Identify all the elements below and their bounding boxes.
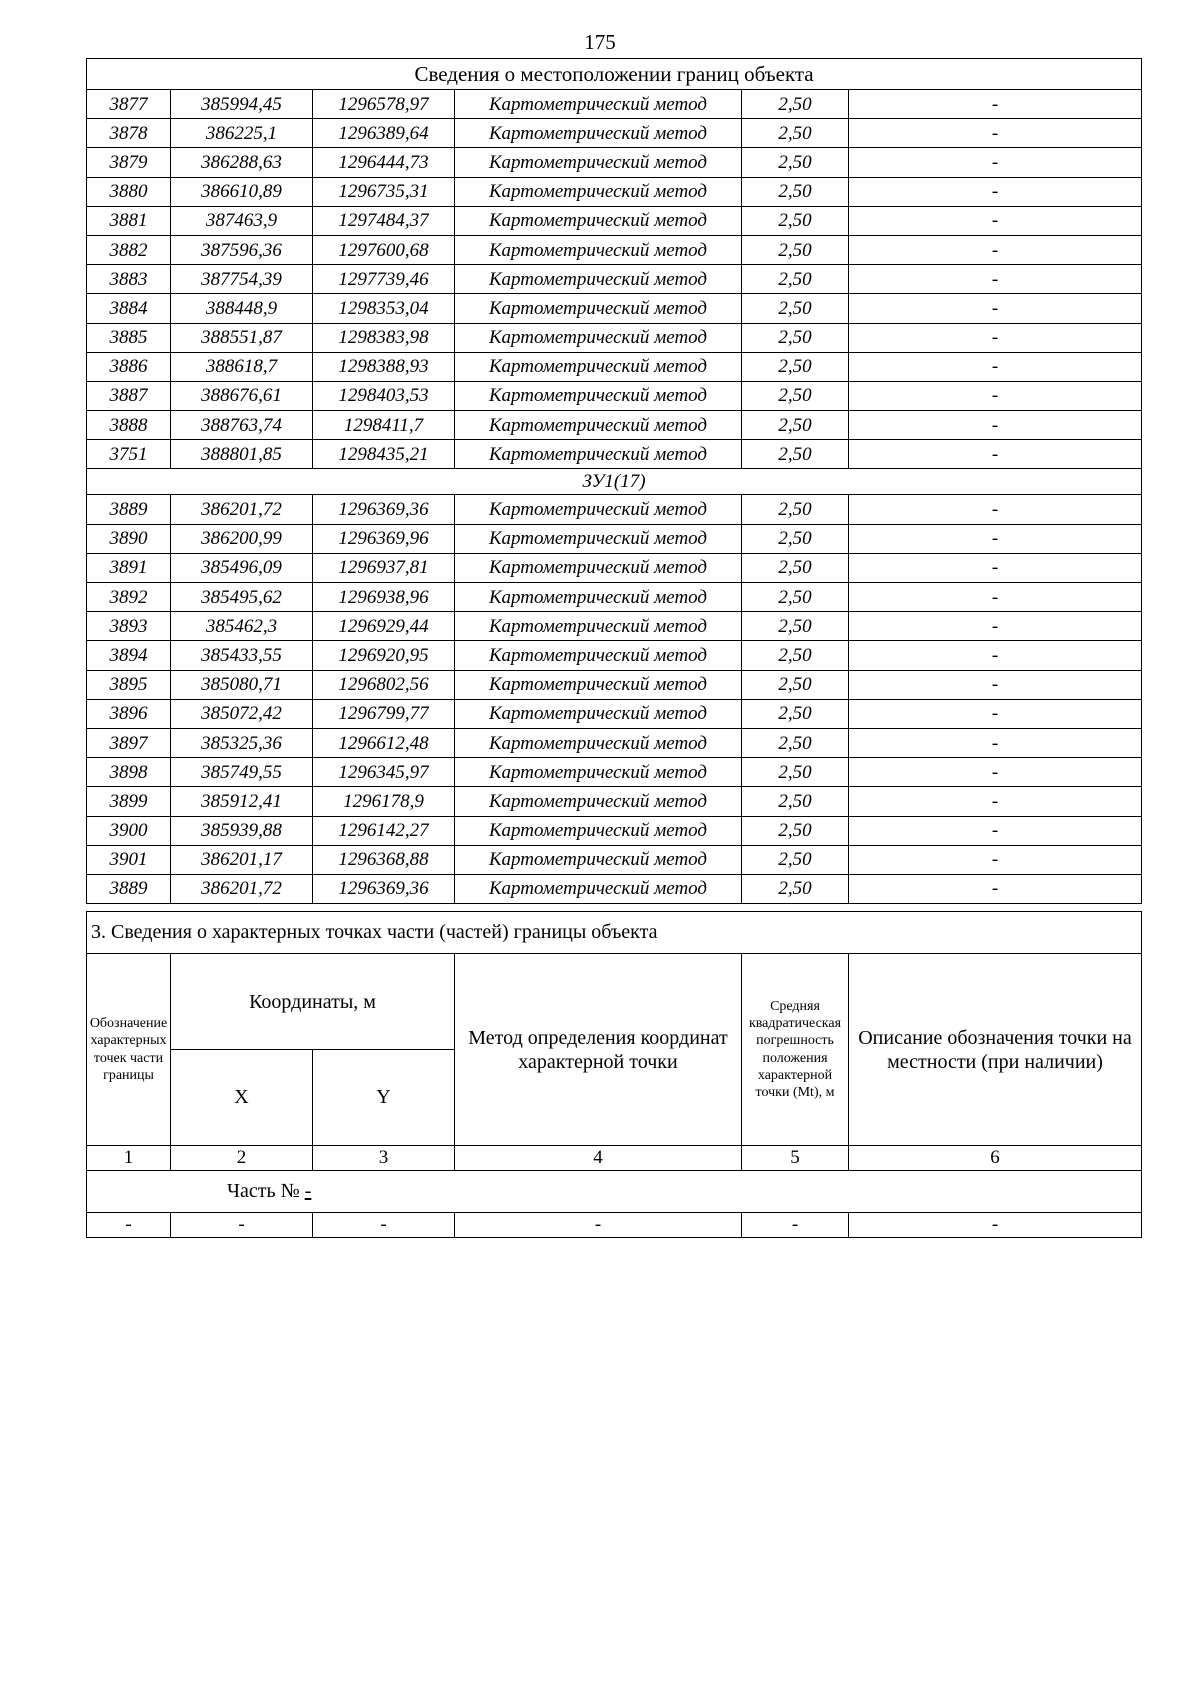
coord-y-cell: 1296368,88	[313, 845, 455, 874]
coord-y-cell: 1296799,77	[313, 699, 455, 728]
method-cell: Картометрический метод	[455, 874, 742, 903]
column-number: 5	[742, 1146, 849, 1171]
method-cell: Картометрический метод	[455, 583, 742, 612]
accuracy-cell: 2,50	[742, 553, 849, 582]
description-cell: -	[849, 381, 1142, 410]
method-cell: Картометрический метод	[455, 845, 742, 874]
table-row	[87, 323, 1142, 352]
coord-y-cell: 1298411,7	[313, 411, 455, 440]
accuracy-cell: 2,50	[742, 641, 849, 670]
accuracy-cell: 2,50	[742, 874, 849, 903]
table-row	[87, 641, 1142, 670]
table-row	[87, 524, 1142, 553]
description-cell: -	[849, 411, 1142, 440]
table-row	[87, 583, 1142, 612]
method-cell: Картометрический метод	[455, 728, 742, 757]
coord-x-cell: 385433,55	[171, 641, 313, 670]
description-cell: -	[849, 612, 1142, 641]
method-cell: Картометрический метод	[455, 758, 742, 787]
point-id-cell: 3897	[87, 728, 171, 757]
point-id-cell: 3883	[87, 265, 171, 294]
point-id-cell: 3894	[87, 641, 171, 670]
coord-x-cell: 385325,36	[171, 728, 313, 757]
accuracy-cell: 2,50	[742, 583, 849, 612]
empty-cell: -	[87, 1213, 171, 1238]
coord-y-cell: 1296389,64	[313, 119, 455, 148]
table-row	[87, 728, 1142, 757]
column-number: 1	[87, 1146, 171, 1171]
coord-y-cell: 1296735,31	[313, 177, 455, 206]
method-cell: Картометрический метод	[455, 440, 742, 469]
column-number: 2	[171, 1146, 313, 1171]
table-row	[87, 90, 1142, 119]
accuracy-cell: 2,50	[742, 235, 849, 264]
header-point-designation: Обозначение характерных точек части границы	[87, 954, 171, 1146]
empty-cell: -	[455, 1213, 742, 1238]
description-cell: -	[849, 728, 1142, 757]
coord-y-cell: 1296444,73	[313, 148, 455, 177]
header-method: Метод определения координат характерной точки	[455, 954, 742, 1146]
coord-x-cell: 388676,61	[171, 381, 313, 410]
accuracy-cell: 2,50	[742, 177, 849, 206]
accuracy-cell: 2,50	[742, 495, 849, 524]
section-title: 3. Сведения о характерных точках части (частей) границы объекта	[87, 912, 1142, 954]
method-cell: Картометрический метод	[455, 670, 742, 699]
coord-x-cell: 385912,41	[171, 787, 313, 816]
coord-x-cell: 385462,3	[171, 612, 313, 641]
coord-x-cell: 387754,39	[171, 265, 313, 294]
table-row	[87, 670, 1142, 699]
table-row	[87, 381, 1142, 410]
description-cell: -	[849, 90, 1142, 119]
method-cell: Картометрический метод	[455, 294, 742, 323]
description-cell: -	[849, 495, 1142, 524]
coord-x-cell: 386200,99	[171, 524, 313, 553]
coord-y-cell: 1298353,04	[313, 294, 455, 323]
method-cell: Картометрический метод	[455, 641, 742, 670]
description-cell: -	[849, 148, 1142, 177]
accuracy-cell: 2,50	[742, 699, 849, 728]
empty-cell: -	[171, 1213, 313, 1238]
coord-y-cell: 1296142,27	[313, 816, 455, 845]
description-cell: -	[849, 670, 1142, 699]
accuracy-cell: 2,50	[742, 612, 849, 641]
table-row	[87, 612, 1142, 641]
point-id-cell: 3887	[87, 381, 171, 410]
point-id-cell: 3896	[87, 699, 171, 728]
accuracy-cell: 2,50	[742, 90, 849, 119]
accuracy-cell: 2,50	[742, 119, 849, 148]
coord-y-cell: 1296578,97	[313, 90, 455, 119]
table-row	[87, 874, 1142, 903]
coord-y-cell: 1298383,98	[313, 323, 455, 352]
table-title: Сведения о местоположении границ объекта	[87, 59, 1142, 90]
point-id-cell: 3877	[87, 90, 171, 119]
coord-x-cell: 385939,88	[171, 816, 313, 845]
section-title-row	[87, 912, 1142, 954]
coord-x-cell: 385080,71	[171, 670, 313, 699]
point-id-cell: 3889	[87, 495, 171, 524]
coord-x-cell: 388763,74	[171, 411, 313, 440]
part-points-table	[86, 911, 1142, 1238]
header-accuracy: Средняя квадратическая погрешность положения характерной точки (Mt), м	[742, 954, 849, 1146]
description-cell: -	[849, 758, 1142, 787]
header-coordinates: Координаты, м	[171, 954, 455, 1050]
method-cell: Картометрический метод	[455, 352, 742, 381]
coord-x-cell: 386288,63	[171, 148, 313, 177]
table-row	[87, 235, 1142, 264]
coord-y-cell: 1296938,96	[313, 583, 455, 612]
coord-y-cell: 1296369,36	[313, 874, 455, 903]
point-id-cell: 3889	[87, 874, 171, 903]
description-cell: -	[849, 119, 1142, 148]
description-cell: -	[849, 323, 1142, 352]
coord-y-cell: 1296369,96	[313, 524, 455, 553]
table-row	[87, 440, 1142, 469]
part-value: -	[304, 1180, 312, 1202]
table-row	[87, 294, 1142, 323]
coord-y-cell: 1296937,81	[313, 553, 455, 582]
point-id-cell: 3895	[87, 670, 171, 699]
description-cell: -	[849, 874, 1142, 903]
point-id-cell: 3890	[87, 524, 171, 553]
point-id-cell: 3886	[87, 352, 171, 381]
accuracy-cell: 2,50	[742, 524, 849, 553]
method-cell: Картометрический метод	[455, 265, 742, 294]
point-id-cell: 3888	[87, 411, 171, 440]
table-row	[87, 699, 1142, 728]
coord-x-cell: 388551,87	[171, 323, 313, 352]
empty-cell: -	[313, 1213, 455, 1238]
description-cell: -	[849, 583, 1142, 612]
column-numbers-row	[87, 1146, 1142, 1171]
coord-y-cell: 1297484,37	[313, 206, 455, 235]
coord-x-cell: 387463,9	[171, 206, 313, 235]
accuracy-cell: 2,50	[742, 323, 849, 352]
accuracy-cell: 2,50	[742, 758, 849, 787]
coord-y-cell: 1296802,56	[313, 670, 455, 699]
table-row	[87, 787, 1142, 816]
coord-y-cell: 1298388,93	[313, 352, 455, 381]
method-cell: Картометрический метод	[455, 235, 742, 264]
method-cell: Картометрический метод	[455, 787, 742, 816]
point-id-cell: 3885	[87, 323, 171, 352]
description-cell: -	[849, 177, 1142, 206]
coord-x-cell: 385072,42	[171, 699, 313, 728]
coord-y-cell: 1296929,44	[313, 612, 455, 641]
zone-row	[87, 469, 1142, 495]
coord-y-cell: 1296345,97	[313, 758, 455, 787]
point-id-cell: 3891	[87, 553, 171, 582]
coord-x-cell: 386201,72	[171, 874, 313, 903]
coord-x-cell: 387596,36	[171, 235, 313, 264]
method-cell: Картометрический метод	[455, 816, 742, 845]
table-row	[87, 119, 1142, 148]
coord-y-cell: 1297739,46	[313, 265, 455, 294]
column-number: 6	[849, 1146, 1142, 1171]
accuracy-cell: 2,50	[742, 411, 849, 440]
accuracy-cell: 2,50	[742, 728, 849, 757]
coord-y-cell: 1296612,48	[313, 728, 455, 757]
table-row	[87, 816, 1142, 845]
point-id-cell: 3899	[87, 787, 171, 816]
coord-y-cell: 1296178,9	[313, 787, 455, 816]
coord-x-cell: 386201,72	[171, 495, 313, 524]
description-cell: -	[849, 845, 1142, 874]
header-x: X	[171, 1050, 313, 1146]
header-description: Описание обозначения точки на местности (при наличии)	[849, 954, 1142, 1146]
coord-x-cell: 388801,85	[171, 440, 313, 469]
table-row	[87, 206, 1142, 235]
table-row	[87, 758, 1142, 787]
point-id-cell: 3879	[87, 148, 171, 177]
accuracy-cell: 2,50	[742, 148, 849, 177]
table-row	[87, 352, 1142, 381]
method-cell: Картометрический метод	[455, 524, 742, 553]
accuracy-cell: 2,50	[742, 845, 849, 874]
table-row	[87, 495, 1142, 524]
accuracy-cell: 2,50	[742, 294, 849, 323]
accuracy-cell: 2,50	[742, 381, 849, 410]
description-cell: -	[849, 524, 1142, 553]
coord-x-cell: 386610,89	[171, 177, 313, 206]
table-row	[87, 265, 1142, 294]
accuracy-cell: 2,50	[742, 352, 849, 381]
point-id-cell: 3893	[87, 612, 171, 641]
coord-x-cell: 385495,62	[171, 583, 313, 612]
accuracy-cell: 2,50	[742, 816, 849, 845]
method-cell: Картометрический метод	[455, 323, 742, 352]
coord-y-cell: 1296369,36	[313, 495, 455, 524]
part-row	[87, 1171, 1142, 1213]
accuracy-cell: 2,50	[742, 670, 849, 699]
header-row	[87, 954, 1142, 1050]
coord-y-cell: 1297600,68	[313, 235, 455, 264]
point-id-cell: 3882	[87, 235, 171, 264]
point-id-cell: 3881	[87, 206, 171, 235]
accuracy-cell: 2,50	[742, 440, 849, 469]
point-id-cell: 3901	[87, 845, 171, 874]
method-cell: Картометрический метод	[455, 411, 742, 440]
empty-cell: -	[742, 1213, 849, 1238]
accuracy-cell: 2,50	[742, 265, 849, 294]
coord-y-cell: 1298403,53	[313, 381, 455, 410]
accuracy-cell: 2,50	[742, 206, 849, 235]
description-cell: -	[849, 816, 1142, 845]
method-cell: Картометрический метод	[455, 90, 742, 119]
method-cell: Картометрический метод	[455, 177, 742, 206]
column-number: 3	[313, 1146, 455, 1171]
coord-x-cell: 385749,55	[171, 758, 313, 787]
description-cell: -	[849, 787, 1142, 816]
empty-cell: -	[849, 1213, 1142, 1238]
method-cell: Картометрический метод	[455, 206, 742, 235]
table-row	[87, 845, 1142, 874]
coord-y-cell: 1298435,21	[313, 440, 455, 469]
coord-x-cell: 385994,45	[171, 90, 313, 119]
page-number: 175	[584, 30, 616, 54]
point-id-cell: 3751	[87, 440, 171, 469]
coord-x-cell: 388448,9	[171, 294, 313, 323]
column-number: 4	[455, 1146, 742, 1171]
point-id-cell: 3892	[87, 583, 171, 612]
coord-y-cell: 1296920,95	[313, 641, 455, 670]
description-cell: -	[849, 699, 1142, 728]
empty-data-row	[87, 1213, 1142, 1238]
boundary-location-table	[86, 58, 1142, 904]
point-id-cell: 3878	[87, 119, 171, 148]
table-row	[87, 553, 1142, 582]
accuracy-cell: 2,50	[742, 787, 849, 816]
point-id-cell: 3900	[87, 816, 171, 845]
coord-x-cell: 386201,17	[171, 845, 313, 874]
part-cell	[87, 1171, 1142, 1213]
header-y: Y	[313, 1050, 455, 1146]
description-cell: -	[849, 294, 1142, 323]
description-cell: -	[849, 352, 1142, 381]
description-cell: -	[849, 641, 1142, 670]
description-cell: -	[849, 235, 1142, 264]
method-cell: Картометрический метод	[455, 612, 742, 641]
description-cell: -	[849, 440, 1142, 469]
description-cell: -	[849, 206, 1142, 235]
method-cell: Картометрический метод	[455, 381, 742, 410]
description-cell: -	[849, 265, 1142, 294]
method-cell: Картометрический метод	[455, 119, 742, 148]
method-cell: Картометрический метод	[455, 553, 742, 582]
zone-label: ЗУ1(17)	[87, 469, 1142, 495]
method-cell: Картометрический метод	[455, 699, 742, 728]
table-row	[87, 148, 1142, 177]
coord-x-cell: 386225,1	[171, 119, 313, 148]
table-row	[87, 411, 1142, 440]
method-cell: Картометрический метод	[455, 148, 742, 177]
point-id-cell: 3880	[87, 177, 171, 206]
table-title-row	[87, 59, 1142, 90]
point-id-cell: 3898	[87, 758, 171, 787]
coord-x-cell: 385496,09	[171, 553, 313, 582]
description-cell: -	[849, 553, 1142, 582]
part-label: Часть №	[227, 1180, 300, 1202]
method-cell: Картометрический метод	[455, 495, 742, 524]
point-id-cell: 3884	[87, 294, 171, 323]
table-row	[87, 177, 1142, 206]
coord-x-cell: 388618,7	[171, 352, 313, 381]
